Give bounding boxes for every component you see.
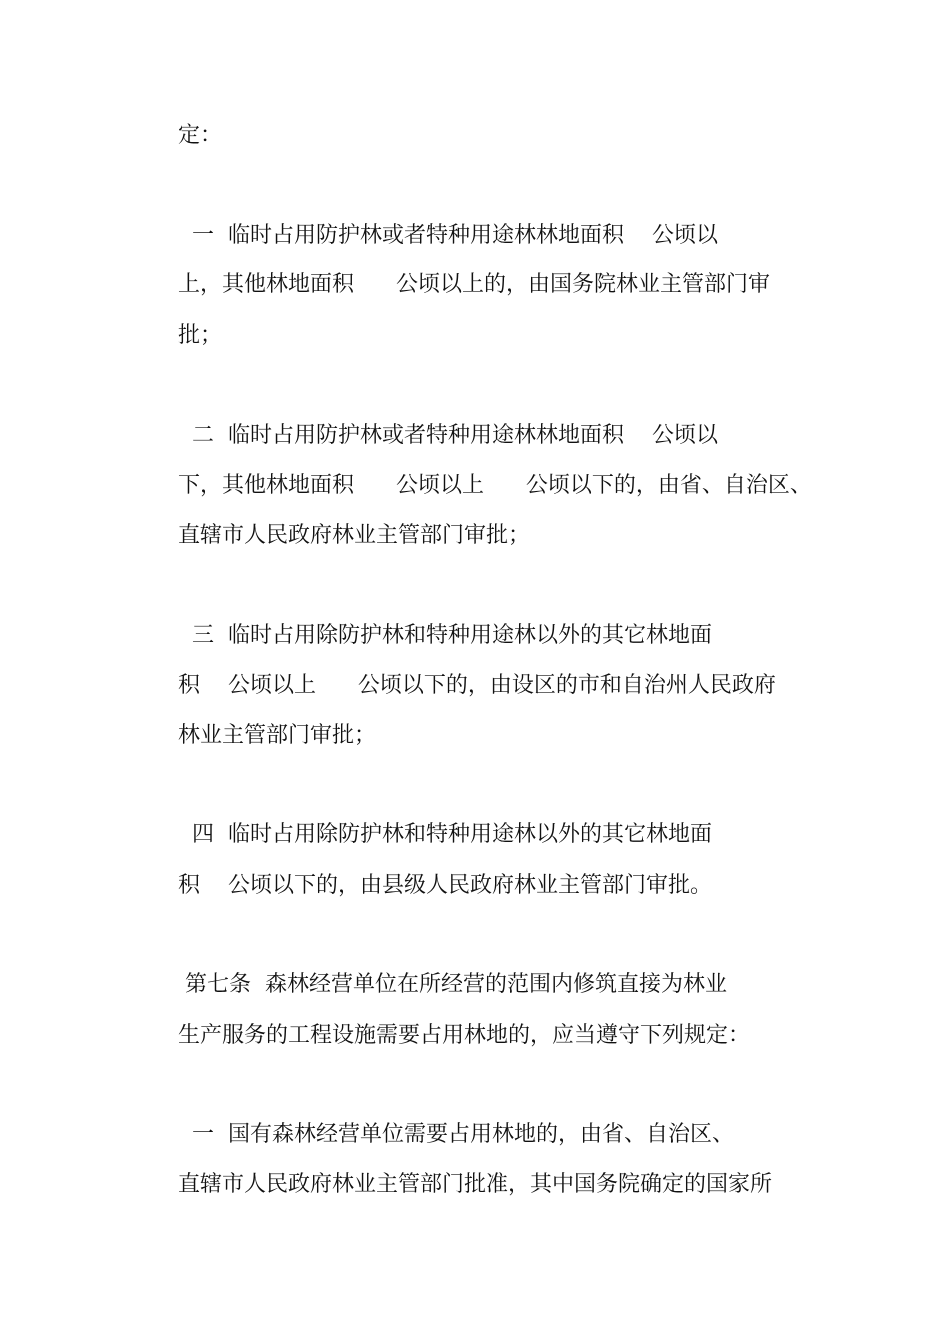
text-line: 下，其他林地面积 公顷以上 公顷以下的，由省、自治区、 xyxy=(178,473,812,498)
text-line: 生产服务的工程设施需要占用林地的，应当遵守下列规定： xyxy=(178,1023,751,1048)
text-line: 批； xyxy=(178,323,223,348)
text-line: 直辖市人民政府林业主管部门审批； xyxy=(178,523,531,548)
text-line: 三 临时占用除防护林和特种用途林以外的其它林地面 xyxy=(178,623,712,648)
text-line: 一 临时占用防护林或者特种用途林林地面积 公顷以 xyxy=(178,223,718,248)
text-line: 二 临时占用防护林或者特种用途林林地面积 公顷以 xyxy=(178,423,718,448)
text-line: 四 临时占用除防护林和特种用途林以外的其它林地面 xyxy=(178,822,712,847)
article-heading-line: 第七条 森林经营单位在所经营的范围内修筑直接为林业 xyxy=(178,972,727,997)
text-line: 一 国有森林经营单位需要占用林地的，由省、自治区、 xyxy=(178,1122,734,1147)
text-line: 直辖市人民政府林业主管部门批准，其中国务院确定的国家所 xyxy=(178,1172,773,1197)
text-line: 积 公顷以上 公顷以下的，由设区的市和自治州人民政府 xyxy=(178,673,776,698)
text-line: 林业主管部门审批； xyxy=(178,723,377,748)
text-line: 上，其他林地面积 公顷以上的，由国务院林业主管部门审 xyxy=(178,272,770,297)
text-line: 定： xyxy=(178,123,223,148)
text-line: 积 公顷以下的，由县级人民政府林业主管部门审批。 xyxy=(178,873,712,898)
